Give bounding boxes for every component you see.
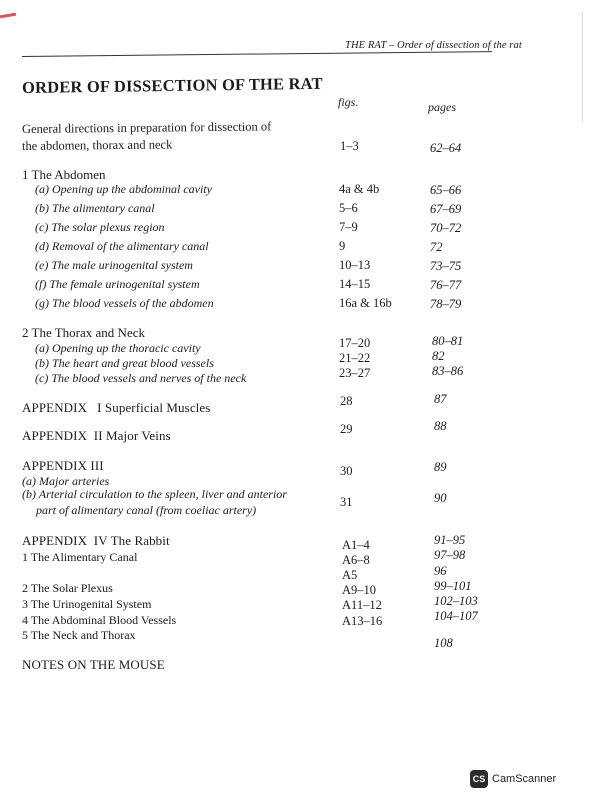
rabbit-solar-plexus: 2 The Solar Plexus: [22, 581, 113, 595]
rabbit-extra-pages: 96: [434, 564, 447, 578]
general-directions-figs: 1–3: [340, 139, 359, 153]
toc-entry-figs: 7–9: [339, 220, 358, 234]
toc-entry-figs: 5–6: [339, 201, 358, 215]
toc-entry-label: (b) The heart and great blood vessels: [35, 356, 214, 370]
rabbit-abdominal-blood-vessels: 4 The Abdominal Blood Vessels: [22, 613, 177, 627]
toc-entry-figs: 16a & 16b: [339, 296, 392, 310]
toc-entry-pages: 78–79: [430, 297, 462, 311]
camscanner-logo-icon: CS: [470, 770, 488, 788]
toc-entry-label: (c) The blood vessels and nerves of the neck: [35, 371, 247, 385]
red-edge-mark: [0, 13, 16, 19]
running-head: THE RAT – Order of dissection of the rat: [345, 40, 522, 51]
rabbit-neck-and-thorax: 5 The Neck and Thorax: [22, 628, 136, 642]
toc-entry-label: (a) Opening up the thoracic cavity: [35, 341, 201, 355]
toc-entry-pages: 73–75: [430, 259, 462, 273]
toc-entry-figs: 17–20: [339, 336, 371, 350]
toc-entry-figs: 4a & 4b: [339, 182, 380, 196]
toc-entry-label: (e) The male urinogenital system: [35, 258, 193, 272]
rabbit-blood-pages: 104–107: [434, 609, 478, 623]
appendix-iv-heading: APPENDIX IV The Rabbit: [22, 533, 170, 548]
rabbit-alimentary-canal: 1 The Alimentary Canal: [22, 550, 138, 564]
toc-entry-pages: 67–69: [430, 202, 462, 216]
appendix-iii-a-pages: 89: [434, 460, 447, 474]
toc-entry-pages: 72: [430, 240, 443, 254]
page-edge-line: [582, 12, 583, 122]
rabbit-neck-pages: 108: [434, 636, 453, 650]
toc-entry-label: (d) Removal of the alimentary canal: [35, 239, 209, 253]
notes-on-the-mouse: NOTES ON THE MOUSE: [22, 657, 165, 672]
appendix-ii-pages: 88: [434, 419, 447, 433]
rabbit-solar-pages: 99–101: [434, 579, 472, 593]
rabbit-urino-pages: 102–103: [434, 594, 478, 608]
toc-entry-pages: 80–81: [432, 334, 464, 348]
toc-entry-figs: 14–15: [339, 277, 371, 291]
appendix-iii-heading: APPENDIX III: [22, 458, 104, 473]
toc-entry-label: (b) The alimentary canal: [35, 201, 155, 215]
appendix-iv-figs: A1–4: [342, 538, 370, 552]
rabbit-extra-figs: A5: [342, 568, 358, 582]
toc-entry-label: (c) The solar plexus region: [35, 220, 165, 234]
header-rule: [22, 51, 492, 57]
appendix-iii-a-figs: 30: [340, 464, 353, 478]
general-directions-pages: 62–64: [430, 141, 462, 155]
appendix-i-label: APPENDIX I Superficial Muscles: [22, 400, 211, 415]
general-directions-line2: the abdomen, thorax and neck: [21, 137, 173, 153]
section-heading-abdomen: 1 The Abdomen: [22, 167, 106, 182]
general-directions-line1: General directions in preparation for dissection of: [21, 119, 272, 136]
toc-entry-pages: 65–66: [430, 183, 462, 197]
toc-entry-figs: 10–13: [339, 258, 371, 272]
toc-entry-pages: 76–77: [430, 278, 462, 292]
appendix-i-figs: 28: [340, 394, 353, 408]
rabbit-blood-figs: A13–16: [342, 614, 383, 628]
camscanner-watermark: CamScanner: [492, 773, 557, 785]
rabbit-urino-figs: A11–12: [342, 598, 382, 612]
appendix-ii-figs: 29: [340, 422, 353, 436]
appendix-iii-b-label-line2: part of alimentary canal (from coeliac artery): [36, 503, 257, 517]
appendix-iii-b-pages: 90: [434, 491, 447, 505]
toc-entry-label: (a) Opening up the abdominal cavity: [35, 182, 212, 196]
section-heading-thorax: 2 The Thorax and Neck: [22, 325, 145, 340]
toc-entry-pages: 70–72: [430, 221, 462, 235]
rabbit-urinogenital-system: 3 The Urinogenital System: [22, 597, 152, 611]
column-header-pages: pages: [428, 100, 456, 114]
appendix-i-pages: 87: [434, 392, 447, 406]
toc-entry-figs: 9: [339, 239, 346, 253]
rabbit-solar-figs: A9–10: [342, 583, 377, 597]
column-header-figs: figs.: [338, 95, 359, 109]
appendix-ii-label: APPENDIX II Major Veins: [22, 428, 171, 443]
rabbit-alimentary-figs: A6–8: [342, 553, 370, 567]
toc-entry-figs: 23–27: [339, 366, 371, 380]
appendix-iv-pages: 91–95: [434, 533, 466, 547]
toc-entry-pages: 83–86: [432, 364, 464, 378]
toc-entry-label: (g) The blood vessels of the abdomen: [35, 296, 214, 310]
rabbit-alimentary-pages: 97–98: [434, 548, 466, 562]
appendix-iii-a-label: (a) Major arteries: [22, 474, 110, 488]
toc-entry-label: (f) The female urinogenital system: [35, 277, 200, 291]
appendix-iii-b-figs: 31: [340, 495, 353, 509]
page-title: ORDER OF DISSECTION OF THE RAT: [21, 73, 323, 97]
appendix-iii-b-label-line1: (b) Arterial circulation to the spleen, liver and anterior: [22, 487, 287, 501]
toc-entry-pages: 82: [432, 349, 445, 363]
toc-entry-figs: 21–22: [339, 351, 371, 365]
